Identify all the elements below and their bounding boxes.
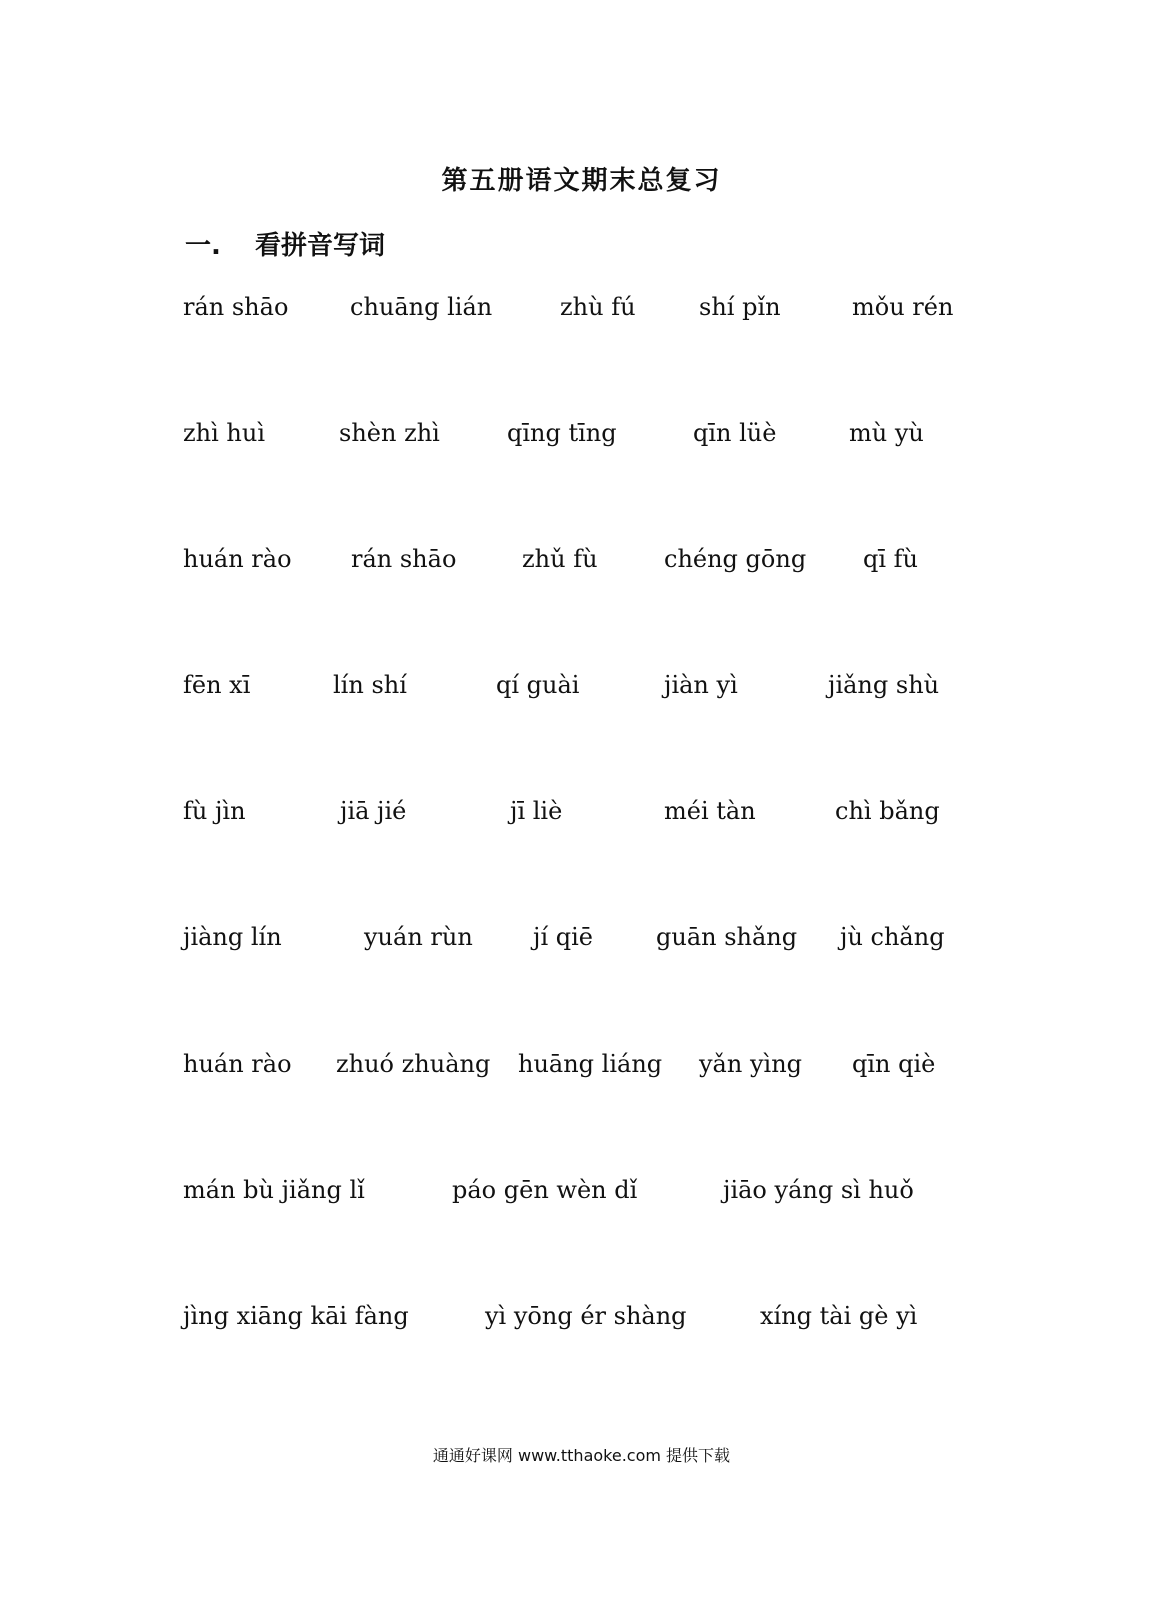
pinyin-word: qí guài: [496, 671, 580, 699]
pinyin-word: fēn xī: [183, 671, 251, 699]
pinyin-word: yǎn yìng: [699, 1050, 803, 1078]
pinyin-word: jiǎng shù: [828, 671, 940, 699]
footer-credit: 通通好课网 www.tthaoke.com 提供下载: [432, 1446, 731, 1465]
pinyin-word: jiāo yáng sì huǒ: [723, 1176, 914, 1204]
pinyin-word: jìng xiāng kāi fàng: [183, 1302, 409, 1330]
pinyin-word: rán shāo: [351, 545, 457, 573]
pinyin-word: huāng liáng: [518, 1050, 663, 1078]
pinyin-word: qī fù: [863, 545, 919, 573]
pinyin-word: xíng tài gè yì: [760, 1302, 918, 1330]
pinyin-word: méi tàn: [664, 797, 756, 825]
pinyin-word: shí pǐn: [699, 293, 781, 321]
pinyin-word: jī liè: [510, 797, 563, 825]
pinyin-word: fù jìn: [183, 797, 246, 825]
pinyin-word: lín shí: [333, 671, 407, 699]
page-title: 第五册语文期末总复习: [441, 166, 722, 196]
pinyin-word: chéng gōng: [664, 545, 807, 573]
pinyin-word: jiàng lín: [183, 923, 282, 951]
pinyin-word: yì yōng ér shàng: [485, 1302, 687, 1330]
pinyin-word: mán bù jiǎng lǐ: [183, 1176, 365, 1204]
section-label: 看拼音写词: [255, 231, 386, 261]
pinyin-word: qīn qiè: [852, 1050, 936, 1078]
pinyin-word: mù yù: [849, 419, 924, 447]
section-number: 一.: [185, 231, 221, 261]
pinyin-word: huán rào: [183, 1050, 292, 1078]
pinyin-word: rán shāo: [183, 293, 289, 321]
pinyin-word: chuāng lián: [350, 293, 493, 321]
pinyin-word: páo gēn wèn dǐ: [452, 1176, 638, 1204]
pinyin-word: qīn lüè: [693, 419, 777, 447]
pinyin-word: yuán rùn: [364, 923, 473, 951]
pinyin-word: zhì huì: [183, 419, 265, 447]
pinyin-word: huán rào: [183, 545, 292, 573]
pinyin-word: chì bǎng: [835, 797, 940, 825]
pinyin-word: zhù fú: [560, 293, 636, 321]
pinyin-word: zhuó zhuàng: [336, 1050, 491, 1078]
pinyin-word: shèn zhì: [339, 419, 440, 447]
pinyin-word: jiā jié: [340, 797, 407, 825]
pinyin-word: jiàn yì: [664, 671, 738, 699]
pinyin-word: guān shǎng: [656, 923, 798, 951]
pinyin-word: qīng tīng: [507, 419, 617, 447]
pinyin-word: mǒu rén: [852, 293, 954, 321]
section-heading: [185, 225, 385, 262]
pinyin-word: zhǔ fù: [522, 545, 598, 573]
pinyin-word: jù chǎng: [840, 923, 945, 951]
pinyin-word: jí qiē: [533, 923, 593, 951]
